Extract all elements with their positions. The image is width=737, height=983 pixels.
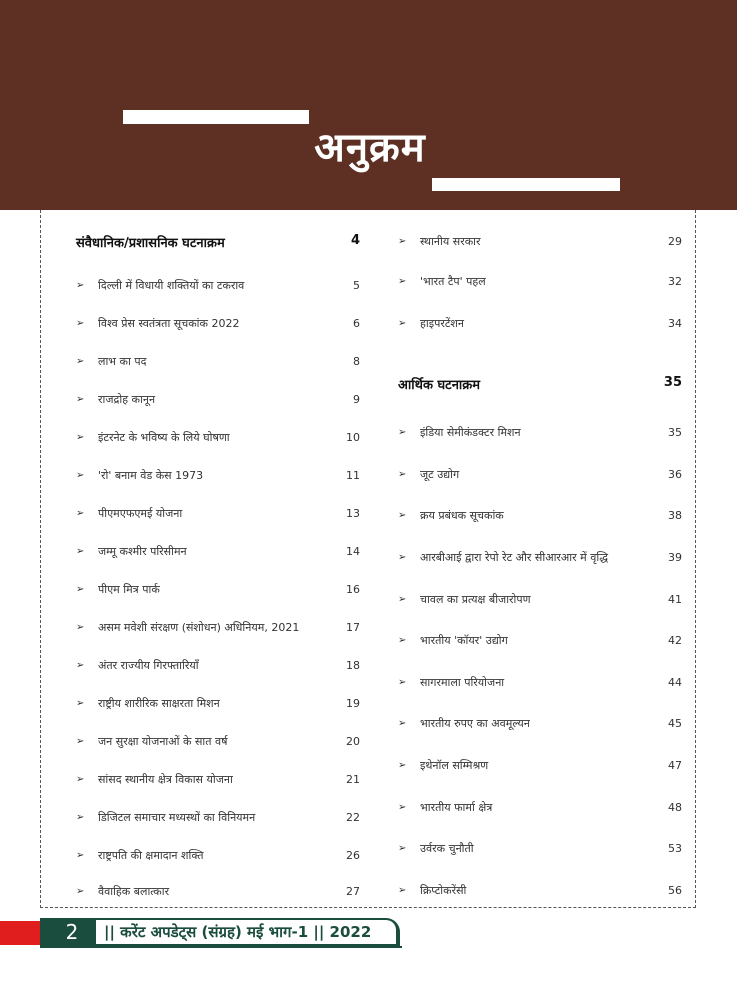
section-page: 35 <box>663 375 682 390</box>
toc-item-label: 'भारत टैप' पहल <box>420 275 486 288</box>
toc-item[interactable] <box>398 316 682 331</box>
decor-bar-bottom <box>432 178 620 191</box>
toc-item[interactable] <box>76 696 360 711</box>
toc-item-label: सांसद स्थानीय क्षेत्र विकास योजना <box>98 773 233 786</box>
footer-accent <box>0 921 40 945</box>
arrow-bullet-icon: ➢ <box>76 660 85 671</box>
page-number: 2 <box>65 920 79 944</box>
toc-item[interactable] <box>398 883 682 898</box>
arrow-bullet-icon: ➢ <box>76 356 85 367</box>
toc-item-page: 14 <box>346 545 360 558</box>
toc-item-label: राष्ट्रीय शारीरिक साक्षरता मिशन <box>98 697 220 710</box>
toc-item[interactable] <box>76 392 360 407</box>
toc-item[interactable] <box>76 582 360 597</box>
toc-item-page: 16 <box>346 583 360 596</box>
toc-item-label: राजद्रोह कानून <box>98 393 156 406</box>
toc-item-page: 22 <box>346 811 360 824</box>
arrow-bullet-icon: ➢ <box>76 850 85 861</box>
arrow-bullet-icon: ➢ <box>398 510 407 521</box>
toc-item-page: 42 <box>668 634 682 647</box>
toc-item-page: 26 <box>346 849 360 862</box>
toc-item[interactable] <box>398 633 682 648</box>
toc-item[interactable] <box>76 658 360 673</box>
toc-item[interactable] <box>398 841 682 856</box>
toc-item-label: जूट उद्योग <box>420 468 460 481</box>
toc-item-label: 'रो' बनाम वेड केस 1973 <box>98 469 204 482</box>
toc-item-label: अंतर राज्यीय गिरफ्तारियाँ <box>98 659 199 672</box>
toc-item[interactable] <box>76 544 360 559</box>
arrow-bullet-icon: ➢ <box>76 886 85 897</box>
toc-item-page: 38 <box>668 509 682 522</box>
toc-item-page: 35 <box>668 426 682 439</box>
arrow-bullet-icon: ➢ <box>398 276 407 287</box>
toc-item-label: इंडिया सेमीकंडक्टर मिशन <box>420 426 521 439</box>
toc-item-page: 18 <box>346 659 360 672</box>
toc-item-page: 53 <box>668 842 682 855</box>
toc-item-label: असम मवेशी संरक्षण (संशोधन) अधिनियम, 2021 <box>98 621 300 634</box>
toc-item-label: उर्वरक चुनौती <box>420 842 474 855</box>
toc-item-page: 8 <box>353 355 360 368</box>
arrow-bullet-icon: ➢ <box>76 736 85 747</box>
toc-item[interactable] <box>76 506 360 521</box>
arrow-bullet-icon: ➢ <box>76 318 85 329</box>
toc-item-page: 11 <box>346 469 360 482</box>
arrow-bullet-icon: ➢ <box>398 594 407 605</box>
toc-item[interactable] <box>398 234 682 249</box>
toc-item-label: वैवाहिक बलात्कार <box>98 885 170 898</box>
toc-item-page: 17 <box>346 621 360 634</box>
arrow-bullet-icon: ➢ <box>76 546 85 557</box>
arrow-bullet-icon: ➢ <box>76 622 85 633</box>
section-page: 4 <box>350 233 360 248</box>
arrow-bullet-icon: ➢ <box>398 635 407 646</box>
toc-item-page: 19 <box>346 697 360 710</box>
toc-item-label: इंटरनेट के भविष्य के लिये घोषणा <box>98 431 230 444</box>
footer-title: || करेंट अपडेट्स (संग्रह) मई भाग-1 || 2022 <box>104 923 372 941</box>
toc-item-page: 44 <box>668 676 682 689</box>
arrow-bullet-icon: ➢ <box>76 394 85 405</box>
toc-item[interactable] <box>76 772 360 787</box>
toc-item-label: भारतीय फार्मा क्षेत्र <box>420 801 493 814</box>
toc-item-label: चावल का प्रत्यक्ष बीजारोपण <box>420 593 531 606</box>
toc-item-label: जन सुरक्षा योजनाओं के सात वर्ष <box>98 735 228 748</box>
toc-item-page: 39 <box>668 551 682 564</box>
toc-item[interactable] <box>76 354 360 369</box>
toc-item-label: पीएमएफएमई योजना <box>98 507 183 520</box>
toc-item[interactable] <box>76 884 360 899</box>
toc-item[interactable] <box>76 848 360 863</box>
decor-bar-top <box>123 110 309 124</box>
arrow-bullet-icon: ➢ <box>76 584 85 595</box>
toc-item[interactable] <box>76 430 360 445</box>
arrow-bullet-icon: ➢ <box>76 470 85 481</box>
toc-item-page: 9 <box>353 393 360 406</box>
toc-item-label: क्रय प्रबंधक सूचकांक <box>420 509 504 522</box>
toc-item-page: 20 <box>346 735 360 748</box>
toc-item-label: क्रिप्टोकरेंसी <box>420 884 467 897</box>
arrow-bullet-icon: ➢ <box>398 718 407 729</box>
toc-item-page: 56 <box>668 884 682 897</box>
toc-item[interactable] <box>76 278 360 293</box>
arrow-bullet-icon: ➢ <box>76 508 85 519</box>
toc-item-page: 29 <box>668 235 682 248</box>
toc-item[interactable] <box>398 508 682 523</box>
arrow-bullet-icon: ➢ <box>76 812 85 823</box>
section-title: आर्थिक घटनाक्रम <box>398 378 481 393</box>
toc-item-page: 34 <box>668 317 682 330</box>
toc-item[interactable] <box>76 734 360 749</box>
arrow-bullet-icon: ➢ <box>76 774 85 785</box>
arrow-bullet-icon: ➢ <box>398 677 407 688</box>
toc-item[interactable] <box>398 675 682 690</box>
toc-item-page: 41 <box>668 593 682 606</box>
toc-item[interactable] <box>76 810 360 825</box>
toc-item-label: पीएम मित्र पार्क <box>98 583 160 596</box>
toc-item[interactable] <box>398 716 682 731</box>
toc-item[interactable] <box>398 592 682 607</box>
toc-item-page: 10 <box>346 431 360 444</box>
toc-item-page: 47 <box>668 759 682 772</box>
toc-item-label: लाभ का पद <box>98 355 147 368</box>
toc-item-page: 27 <box>346 885 360 898</box>
arrow-bullet-icon: ➢ <box>398 469 407 480</box>
page-title: अनुक्रम <box>314 125 426 171</box>
arrow-bullet-icon: ➢ <box>398 552 407 563</box>
toc-item-page: 21 <box>346 773 360 786</box>
section-title: संवैधानिक/प्रशासनिक घटनाक्रम <box>76 236 225 251</box>
toc-item-page: 48 <box>668 801 682 814</box>
toc-item-page: 13 <box>346 507 360 520</box>
arrow-bullet-icon: ➢ <box>398 843 407 854</box>
toc-item[interactable] <box>398 467 682 482</box>
header-banner <box>0 0 737 210</box>
toc-item-label: स्थानीय सरकार <box>420 235 481 248</box>
toc-item[interactable] <box>76 316 360 331</box>
toc-item-page: 6 <box>353 317 360 330</box>
toc-item-label: भारतीय रुपए का अवमूल्यन <box>420 717 530 730</box>
arrow-bullet-icon: ➢ <box>398 427 407 438</box>
toc-item-label: जम्मू कश्मीर परिसीमन <box>98 545 187 558</box>
toc-item-label: भारतीय 'कॉयर' उद्योग <box>420 634 508 647</box>
toc-item-label: डिजिटल समाचार मध्यस्थों का विनियमन <box>98 811 256 824</box>
section-heading-economic <box>398 375 682 393</box>
toc-item-label: हाइपरटेंशन <box>420 317 464 330</box>
toc-item[interactable] <box>398 550 682 565</box>
toc-item-label: सागरमाला परियोजना <box>420 676 505 689</box>
toc-item-label: राष्ट्रपति की क्षमादान शक्ति <box>98 849 204 862</box>
toc-item[interactable] <box>398 758 682 773</box>
toc-item-page: 32 <box>668 275 682 288</box>
arrow-bullet-icon: ➢ <box>76 280 85 291</box>
arrow-bullet-icon: ➢ <box>398 760 407 771</box>
toc-item[interactable] <box>398 800 682 815</box>
toc-item[interactable] <box>398 425 682 440</box>
toc-item[interactable] <box>76 620 360 635</box>
section-heading-constitutional <box>76 233 360 251</box>
toc-item-label: इथेनॉल सम्मिश्रण <box>420 759 489 772</box>
toc-item-label: विश्व प्रेस स्वतंत्रता सूचकांक 2022 <box>98 317 240 330</box>
toc-item[interactable] <box>76 468 360 483</box>
arrow-bullet-icon: ➢ <box>398 236 407 247</box>
arrow-bullet-icon: ➢ <box>398 802 407 813</box>
toc-item-label: दिल्ली में विधायी शक्तियों का टकराव <box>98 279 245 292</box>
toc-item-page: 36 <box>668 468 682 481</box>
toc-item-label: आरबीआई द्वारा रेपो रेट और सीआरआर में वृद्धि <box>420 551 609 564</box>
arrow-bullet-icon: ➢ <box>398 318 407 329</box>
arrow-bullet-icon: ➢ <box>76 698 85 709</box>
arrow-bullet-icon: ➢ <box>76 432 85 443</box>
arrow-bullet-icon: ➢ <box>398 885 407 896</box>
toc-item[interactable] <box>398 274 682 289</box>
footer-divider <box>40 946 402 948</box>
toc-item-page: 45 <box>668 717 682 730</box>
toc-item-page: 5 <box>353 279 360 292</box>
